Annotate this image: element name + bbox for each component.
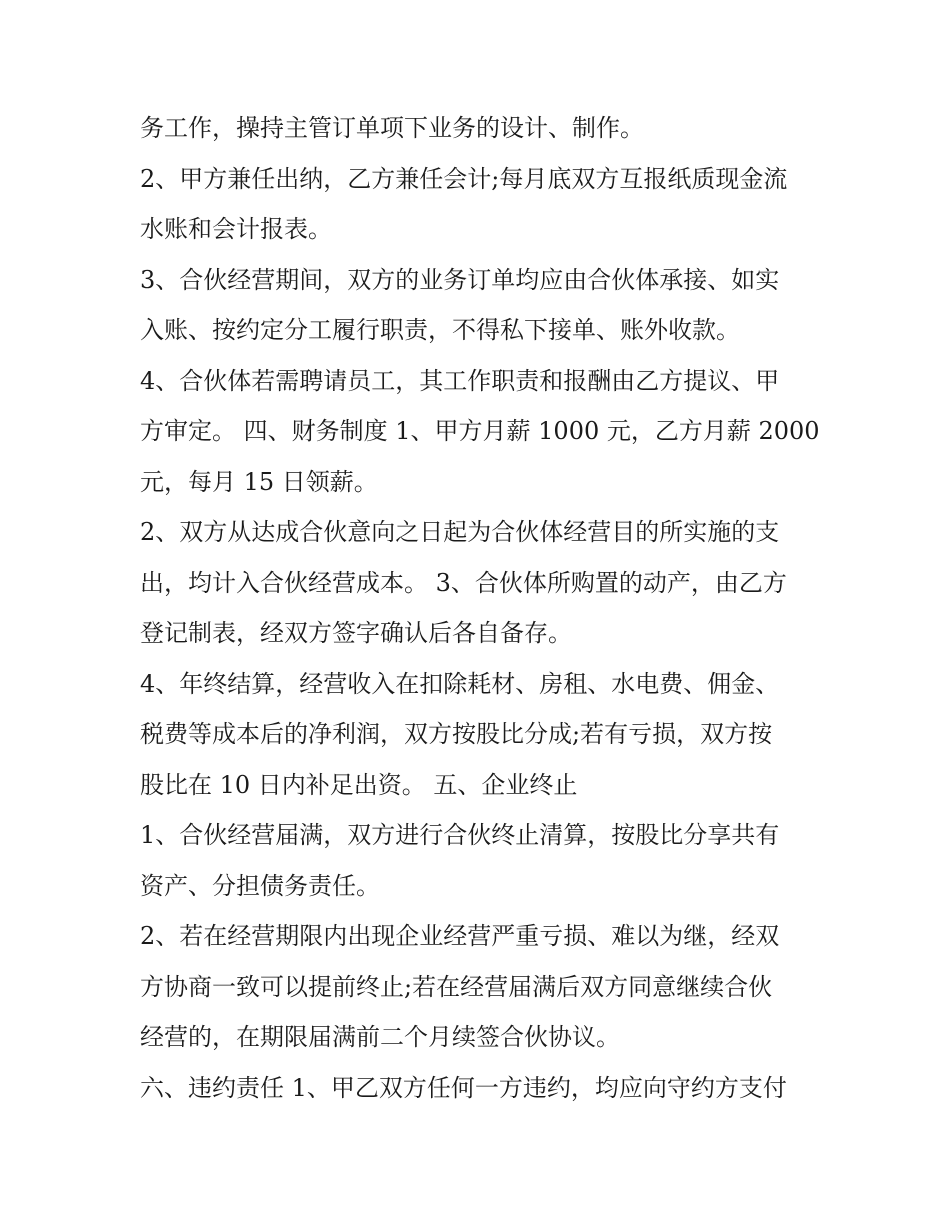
text-line: 2、双方从达成合伙意向之日起为合伙体经营目的所实施的支: [140, 518, 780, 546]
text-line: 登记制表，经双方签字确认后各自备存。: [140, 619, 572, 647]
document-body: [140, 103, 820, 1113]
text-line: 资产、分担债务责任。: [140, 871, 380, 900]
text-line: 务工作，操持主管订单项下业务的设计、制作。: [140, 114, 644, 142]
text-line: 出，均计入合伙经营成本。 3、合伙体所购置的动产，由乙方: [140, 568, 787, 597]
text-line: 水账和会计报表。: [140, 215, 332, 243]
text-line: 2、甲方兼任出纳，乙方兼任会计;每月底双方互报纸质现金流: [140, 164, 788, 193]
text-line: 元，每月 15 日领薪。: [140, 467, 378, 496]
text-line: 股比在 10 日内补足出资。 五、企业终止: [140, 770, 578, 799]
text-line: 方协商一致可以提前终止;若在经营届满后双方同意继续合伙: [140, 972, 773, 1001]
text-line: 方审定。 四、财务制度 1、甲方月薪 1000 元，乙方月薪 2000: [140, 417, 820, 445]
text-line: 3、合伙经营期间，双方的业务订单均应由合伙体承接、如实: [140, 265, 780, 294]
text-line: 4、合伙体若需聘请员工，其工作职责和报酬由乙方提议、甲: [140, 366, 780, 395]
text-line: 2、若在经营期限内出现企业经营严重亏损、难以为继，经双: [140, 922, 780, 950]
text-line: 经营的，在期限届满前二个月续签合伙协议。: [140, 1023, 620, 1051]
text-line: 1、合伙经营届满，双方进行合伙终止清算，按股比分享共有: [140, 821, 780, 849]
text-line: 4、年终结算，经营收入在扣除耗材、房租、水电费、佣金、: [140, 669, 780, 698]
text-line: 六、违约责任 1、甲乙双方任何一方违约，均应向守约方支付: [140, 1073, 787, 1102]
text-line: 税费等成本后的净利润，双方按股比分成;若有亏损，双方按: [140, 720, 773, 748]
text-line: 入账、按约定分工履行职责，不得私下接单、账外收款。: [140, 316, 740, 344]
